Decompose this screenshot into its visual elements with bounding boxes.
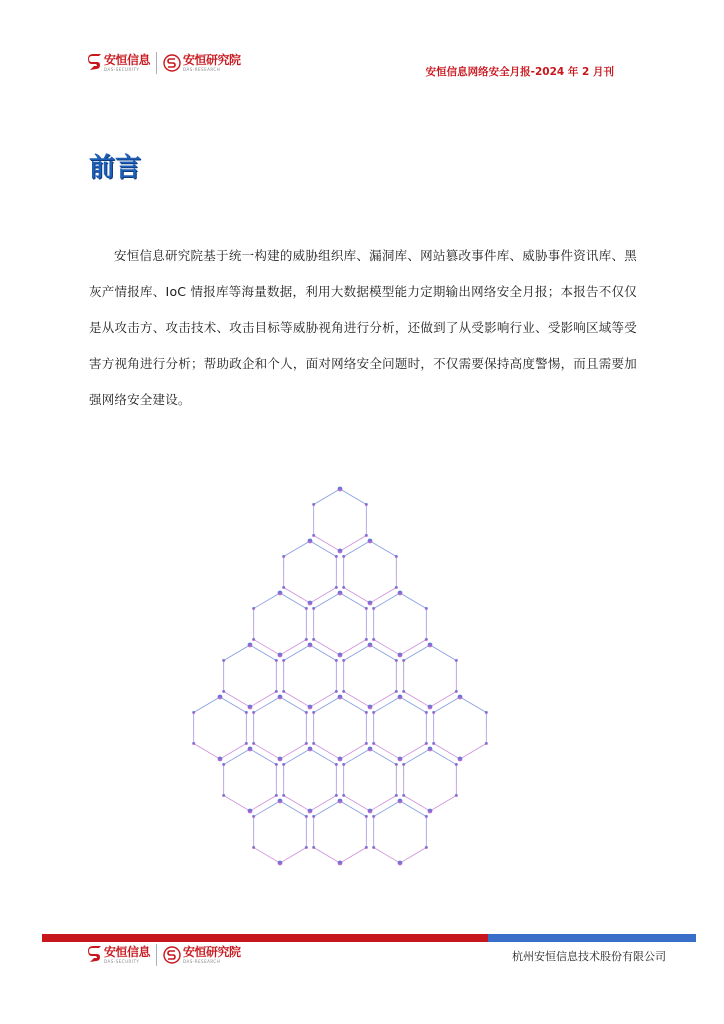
hexagon-cell (344, 541, 397, 603)
hexagon-node (458, 757, 463, 762)
das-research-logo (163, 946, 241, 964)
hexagon-node (252, 846, 255, 849)
hexagon-node (335, 586, 338, 589)
hexagon-node (338, 861, 343, 866)
hexagon-node (425, 815, 428, 818)
hexagon-node (252, 815, 255, 818)
hexagon-node (432, 711, 435, 714)
hexagon-cell (314, 801, 367, 863)
hexagon-node (365, 711, 368, 714)
footer-bar-red (42, 934, 488, 942)
hexagon-node (282, 690, 285, 693)
hexagon-node (402, 690, 405, 693)
hexagon-node (275, 763, 278, 766)
hexagon-node (278, 861, 283, 866)
hexagon-node (368, 747, 373, 752)
hexagon-node (305, 742, 308, 745)
hexagon-node (342, 586, 345, 589)
hexagon-node (308, 643, 313, 648)
hexagon-node (312, 534, 315, 537)
hexagon-node (248, 643, 253, 648)
hexagon-node (308, 539, 313, 544)
hexagon-node (365, 607, 368, 610)
das-security-logo (88, 946, 150, 964)
brand-sub: DAS-RESEARCH (183, 959, 221, 964)
hexagon-node (368, 809, 373, 814)
hexagon-node (398, 757, 403, 762)
hexagon-node (278, 695, 283, 700)
das-research-logo (163, 54, 241, 72)
hexagon-node (312, 846, 315, 849)
hexagon-node (372, 815, 375, 818)
hexagon-node (252, 607, 255, 610)
brand-sub: DAS-RESEARCH (183, 67, 221, 72)
hexagon-node (428, 747, 433, 752)
logo-divider (156, 52, 157, 74)
hexagon-node (455, 690, 458, 693)
page-header (0, 0, 724, 90)
hexagon-node (278, 757, 283, 762)
hexagon-node (222, 763, 225, 766)
hexagon-cell (344, 645, 397, 707)
hexagon-cell (284, 541, 337, 603)
hexagon-cell (404, 749, 457, 811)
hexagon-node (282, 794, 285, 797)
hexagon-node (395, 690, 398, 693)
hexagon-node (365, 534, 368, 537)
hexagon-node (425, 711, 428, 714)
hexagon-node (338, 653, 343, 658)
company-name: 杭州安恒信息技术股份有限公司 (512, 950, 666, 963)
hexagon-node (308, 809, 313, 814)
hexagon-node (372, 742, 375, 745)
hexagon-node (368, 643, 373, 648)
hexagon-node (338, 487, 343, 492)
hexagon-node (372, 711, 375, 714)
hexagon-node (395, 794, 398, 797)
report-title: 安恒信息网络安全月报-2024 年 2 月刊 (425, 66, 614, 78)
hexagon-node (248, 747, 253, 752)
hexagon-node (222, 690, 225, 693)
hexagon-node (342, 659, 345, 662)
hexagon-node (402, 763, 405, 766)
hexagon-node (365, 638, 368, 641)
hexagon-node (282, 586, 285, 589)
header-logo-group (88, 52, 241, 74)
hexagon-node (402, 794, 405, 797)
hexagon-node (425, 638, 428, 641)
hexagon-node (278, 799, 283, 804)
hexagon-node (398, 799, 403, 804)
hexagon-node (282, 763, 285, 766)
hexagon-node (305, 815, 308, 818)
hexagon-node (428, 643, 433, 648)
das-s-logo-icon (88, 54, 102, 72)
intro-paragraph: 安恒信息研究院基于统一构建的威胁组织库、漏洞库、网站篡改事件库、威胁事件资讯库、黑灰产情报库、IoC 情报库等海量数据，利用大数据模型能力定期输出网络安全月报；本报告不仅仅是从攻击方、攻击技术、攻击目标等威胁视角进行分析，还做到了从受影响行业、受影响区域等受害方视角进行分析；帮助政企和个人，面对网络安全问题时，不仅需要保持高度警惕，而且需要加强网络安全建设。 (89, 248, 637, 407)
hexagon-node (402, 659, 405, 662)
hexagon-node (342, 763, 345, 766)
hexagon-node (398, 861, 403, 866)
hexagon-node (425, 846, 428, 849)
hexagon-node (398, 591, 403, 596)
hexagon-node (252, 638, 255, 641)
hexagon-cell (284, 645, 337, 707)
footer-color-bar (42, 934, 696, 942)
hexagon-node (338, 549, 343, 554)
hexagon-node (282, 555, 285, 558)
hexagon-node (218, 695, 223, 700)
das-s-logo-icon (88, 946, 102, 964)
hexagon-node (312, 638, 315, 641)
brand-name: 安恒研究院 (183, 945, 241, 959)
hexagon-node (395, 586, 398, 589)
hexagon-node (192, 711, 195, 714)
hexagon-node (365, 815, 368, 818)
brand-sub: DAS-SECURITY (104, 959, 140, 964)
hexagon-network-graphic (170, 480, 540, 880)
hexagon-node (308, 705, 313, 710)
logo-divider (156, 944, 157, 966)
hexagon-node (342, 690, 345, 693)
hexagon-node (372, 638, 375, 641)
hexagon-node (458, 695, 463, 700)
hexagon-node (335, 659, 338, 662)
hexagon-node (308, 747, 313, 752)
hexagon-cell (374, 801, 427, 863)
hexagon-node (372, 607, 375, 610)
shield-logo-icon (163, 54, 181, 72)
hexagon-cell (224, 645, 277, 707)
hexagon-node (252, 711, 255, 714)
hexagon-cell (404, 645, 457, 707)
brand-name: 安恒信息 (104, 945, 151, 959)
hexagon-node (282, 659, 285, 662)
hexagon-cell (314, 489, 367, 551)
brand-sub: DAS-SECURITY (104, 67, 140, 72)
section-title: 前言 (89, 153, 142, 183)
hexagon-node (428, 809, 433, 814)
hexagon-node (312, 742, 315, 745)
hexagon-cell (254, 697, 307, 759)
hexagon-node (342, 794, 345, 797)
hexagon-cell (314, 593, 367, 655)
footer-bar-blue (488, 934, 696, 942)
hexagon-node (395, 555, 398, 558)
hexagon-node (335, 555, 338, 558)
hexagon-node (275, 659, 278, 662)
brand-name: 安恒信息 (104, 53, 151, 67)
hexagon-node (305, 846, 308, 849)
hexagon-node (455, 794, 458, 797)
hexagon-node (338, 799, 343, 804)
hexagon-cell (284, 749, 337, 811)
hexagon-node (395, 763, 398, 766)
hexagon-node (365, 846, 368, 849)
hexagon-node (398, 653, 403, 658)
hexagon-node (485, 711, 488, 714)
brand-name: 安恒研究院 (183, 53, 241, 67)
hexagon-node (308, 601, 313, 606)
hexagon-node (398, 695, 403, 700)
hexagon-node (455, 763, 458, 766)
hexagon-node (335, 794, 338, 797)
hexagon-cell (224, 749, 277, 811)
hexagon-node (365, 503, 368, 506)
hexagon-cell (254, 593, 307, 655)
hexagon-node (335, 763, 338, 766)
hexagon-node (338, 591, 343, 596)
shield-logo-icon (163, 946, 181, 964)
hexagon-node (305, 607, 308, 610)
hexagon-node (278, 591, 283, 596)
hexagon-node (395, 659, 398, 662)
hexagon-node (455, 659, 458, 662)
hexagon-node (312, 503, 315, 506)
hexagon-node (248, 809, 253, 814)
hexagon-node (365, 742, 368, 745)
hexagon-node (428, 705, 433, 710)
hexagon-node (275, 794, 278, 797)
das-security-logo (88, 54, 150, 72)
hexagon-node (245, 711, 248, 714)
hexagon-cell (254, 801, 307, 863)
hexagon-cell (314, 697, 367, 759)
hexagon-node (275, 690, 278, 693)
footer-logo-group (88, 944, 241, 966)
hexagon-node (252, 742, 255, 745)
hexagon-node (222, 659, 225, 662)
hexagon-cell (194, 697, 247, 759)
hexagon-node (278, 653, 283, 658)
hexagon-node (312, 711, 315, 714)
hexagon-cell (344, 749, 397, 811)
hexagon-node (342, 555, 345, 558)
hexagon-node (305, 638, 308, 641)
hexagon-node (218, 757, 223, 762)
hexagon-node (368, 601, 373, 606)
hexagon-cell (374, 697, 427, 759)
hexagon-node (305, 711, 308, 714)
hexagon-node (372, 846, 375, 849)
hexagon-node (338, 757, 343, 762)
hexagon-node (192, 742, 195, 745)
hexagon-cell (374, 593, 427, 655)
hexagon-node (245, 742, 248, 745)
hexagon-node (335, 690, 338, 693)
hexagon-node (222, 794, 225, 797)
hexagon-node (368, 539, 373, 544)
hexagon-node (425, 607, 428, 610)
hexagon-node (485, 742, 488, 745)
hexagon-node (425, 742, 428, 745)
hexagon-node (338, 695, 343, 700)
hexagon-node (312, 607, 315, 610)
hexagon-node (248, 705, 253, 710)
hexagon-node (368, 705, 373, 710)
hexagon-node (432, 742, 435, 745)
hexagon-node (312, 815, 315, 818)
hexagon-cell (434, 697, 487, 759)
